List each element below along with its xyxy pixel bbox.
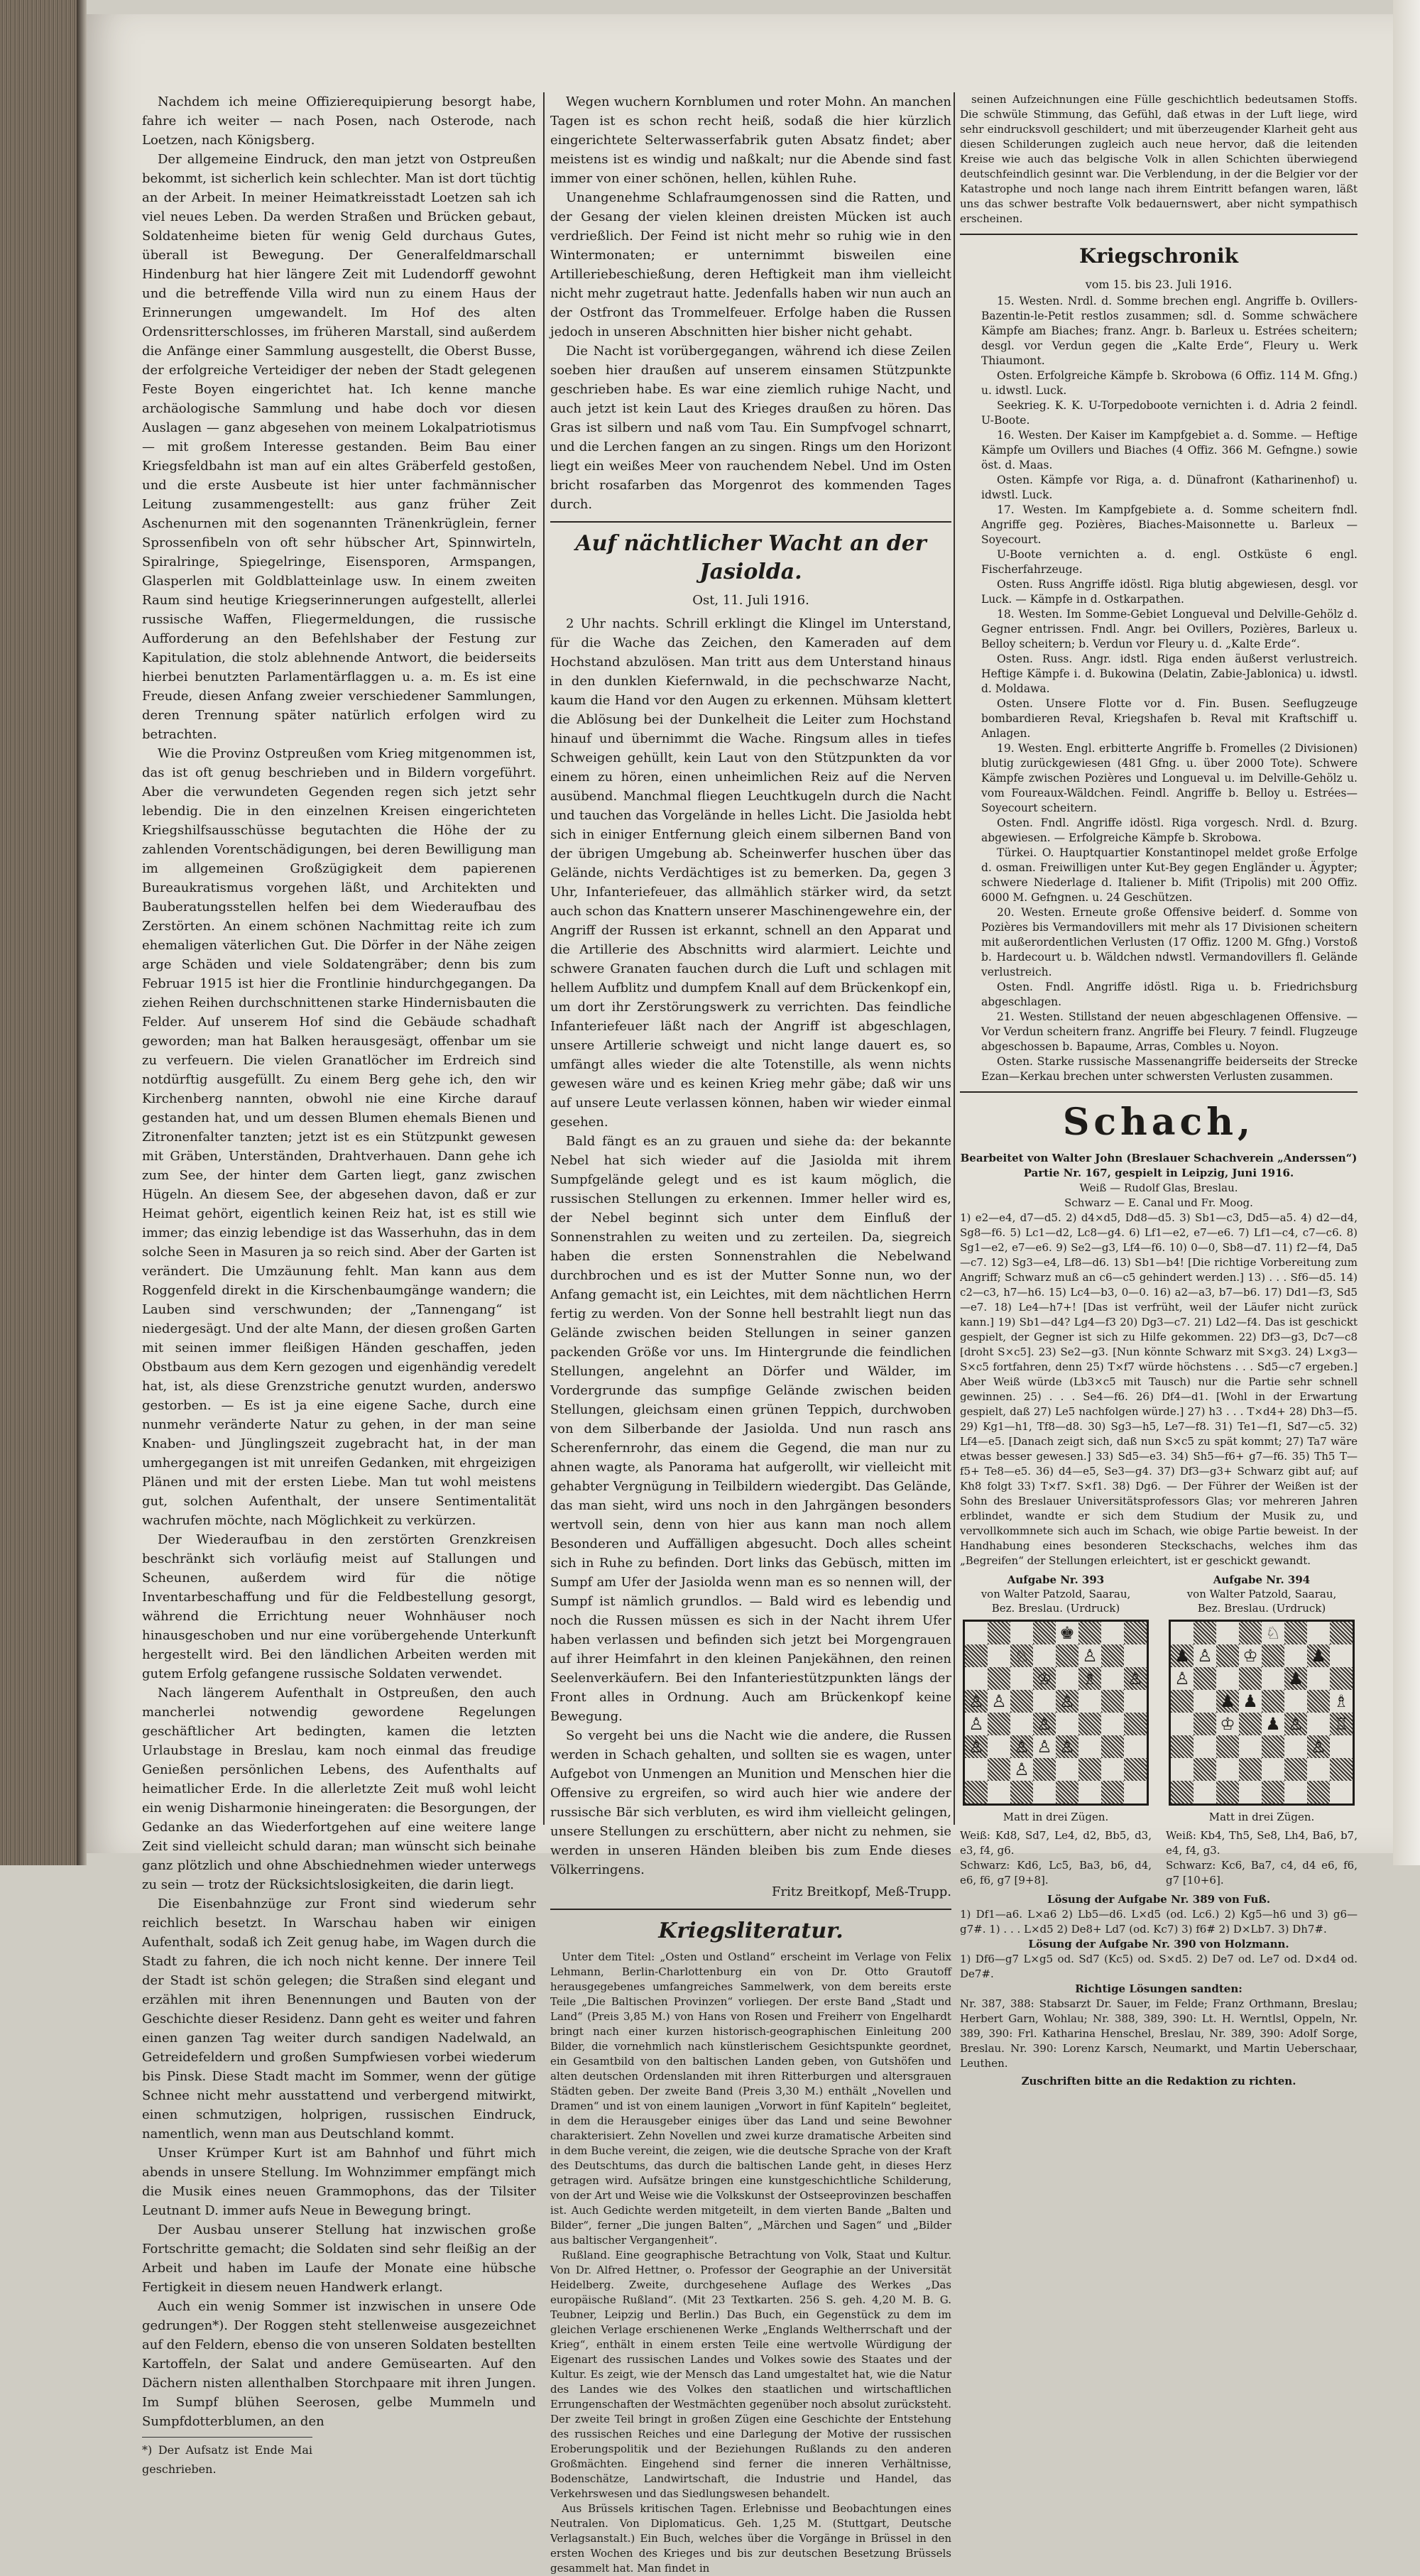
board-square	[1284, 1713, 1307, 1735]
book-binding	[0, 0, 77, 1865]
board-square	[1284, 1735, 1307, 1758]
board-square	[1101, 1667, 1124, 1690]
problem-white: Weiß: Kb4, Th5, Se8, Lh4, Ba6, b7, e4, f4, g3.	[1166, 1829, 1358, 1857]
board-square	[1101, 1758, 1124, 1781]
chess-piece-icon: ♙	[1059, 1737, 1075, 1757]
partie-black: Schwarz — E. Canal und Fr. Moog.	[1064, 1196, 1253, 1209]
chronik-entry: Osten. Fndl. Angriffe idöstl. Riga vorgesch. Nrdl. d. Bzurg. abgewiesen. — Erfolgreiche Kämpfe b. Skrobowa.	[981, 817, 1358, 844]
chess-piece-icon: ♔	[1220, 1714, 1235, 1734]
problem-stipulation: Matt in drei Zügen.	[1208, 1811, 1315, 1823]
chess-piece-icon: ♙	[1014, 1759, 1030, 1779]
board-square	[1010, 1735, 1033, 1758]
board-square	[1307, 1644, 1330, 1667]
article-signature: Fritz Breitkopf, Meß-Trupp.	[771, 1884, 951, 1899]
board-square	[1239, 1644, 1262, 1667]
board-square	[1124, 1644, 1147, 1667]
board-square	[1194, 1690, 1216, 1713]
problem-pieces	[960, 1828, 1358, 1888]
board-square	[1194, 1758, 1216, 1781]
paragraph: Der Wiederaufbau in den zerstörten Grenzkreisen beschränkt sich vorläufig meist auf Stallungen und Scheunen, außerdem wird für die nötige Inventarbeschaffung und für die Feldbestellung gesorgt, während die Errichtung neuer Wohnhäuser noch hinausgeschoben und nur eine vorübergehende Unterkunft hergestellt wird. Bei den ländlichen Arbeiten werden mit gutem Erfolg gefangene russische Soldaten verwendet.	[142, 1532, 536, 1681]
board-square	[1284, 1644, 1307, 1667]
board-square	[1171, 1622, 1194, 1644]
board-square	[1262, 1781, 1284, 1803]
chronik-entry: Osten. Russ Angriffe idöstl. Riga blutig abgewiesen, desgl. vor Luck. — Kämpfe in d. Ostkarpathen.	[981, 578, 1358, 606]
board-square	[1033, 1690, 1056, 1713]
article-continuation	[550, 92, 951, 514]
chronik-entry: Osten. Erfolgreiche Kämpfe b. Skrobowa (6 Offiz. 114 M. Gfng.) u. idwstl. Luck.	[981, 369, 1358, 397]
paragraph: Wie die Provinz Ostpreußen vom Krieg mitgenommen ist, das ist oft genug beschrieben und in Bildern vorgeführt. Aber die verwundeten Gegenden regen sich jetzt sehr lebendig. Die in den einzelnen Kreisen eingerichteten Kriegshilfsausschüsse begutachten die Höhe der zu zahlenden Vorentschädigungen, bei deren Bewilligung man im allgemeinen Großzügigkeit dem papierenen Bureaukratismus vorgehen läßt, und Architekten und Bauberatungsstellen helfen bei dem Wiederaufbau des Zerstörten. An einem schönen Nachmittag reite ich zum ehemaligen väterlichen Gut. Die Dörfer in der Nähe zeigen arge Schäden und viele Soldatengräber; denn bis zum Februar 1915 ist hier die Frontlinie hindurchgegangen. Da ziehen Reihen durchschnittenen starke Hindernisbauten die Felder. Auf unserem Hof sind die Gebäude schadhaft geworden; man hat Balken herausgesägt, offenbar um sie zu verfeuern. Die vielen Granatlöcher im Erdreich sind notdürftig ausgefüllt. Zu einem Berg gehe ich, den wir Kirchenberg nannten, obwohl nie eine Kirche darauf gestanden hat, und um dessen Blumen ehemals Bienen und Zitronenfalter tanzten; jetzt ist es ein Stützpunkt gewesen mit Gräben, Unterständen, Drahtverhauen. Dann gehe ich zum See, der hinter dem Garten liegt, ganz zwischen Hügeln. An diesem See, der abgesehen davon, daß er zur Heimat gehört, eigentlich keinen Reiz hat, ist es still wie immer; das einzig lebendige ist das Wasserhuhn, das in dem solche Seen in Masuren ja so reich sind. Aber der Garten ist verändert. Die Umzäunung fehlt. Man kann aus dem Roggenfeld direkt in die Kirschenbaumgänge wandern; die Lauben sind verschwunden; der „Tannengang“ ist niedergesägt. Und der alte Mann, der diesen großen Garten mit seinen immer fleißigen Händen geschaffen, jeden Obstbaum aus dem Kern gezogen und eigenhändig veredelt hat, ist, als diese Grenzstriche genutzt wurden, anderswo gestorben. — Es ist ja eine eigene Sache, durch eine nunmehr veränderte Natur zu gehen, in der man seine Knaben- und Jünglingszeit zugebracht hat, in der man umhergegangen ist mit unreifen Gedanken, mit ehrgeizigen Plänen und mit der ersten Liebe. Man tut wohl meistens gut, solchen Aufenthalt, der unsere Sentimentalität wachrufen möchte, nach Möglichkeit zu verkürzen.	[142, 746, 536, 1528]
chess-piece-icon: ♙	[1311, 1737, 1326, 1757]
board-square	[1124, 1690, 1147, 1713]
board-square	[1056, 1667, 1078, 1690]
chess-piece-icon: ♖	[1333, 1714, 1349, 1734]
solution-390-title: Lösung der Aufgabe Nr. 390 von Holzmann.	[1028, 1938, 1289, 1950]
chess-piece-icon: ♟	[1220, 1691, 1235, 1711]
board-square	[1194, 1622, 1216, 1644]
board-square	[1171, 1758, 1194, 1781]
footnote: *) Der Aufsatz ist Ende Mai geschrieben.	[142, 2437, 312, 2479]
partie-white: Weiß — Rudolf Glas, Breslau.	[1079, 1181, 1238, 1194]
board-square	[965, 1713, 988, 1735]
chess-piece-icon: ♘	[1265, 1623, 1281, 1643]
solution-389: 1) Df1—a6. L×a6 2) Lb5—d6. L×d5 (od. Lc6.) 2) Kg5—h6 und 3) g6—g7#. 1) . . . L×d5 2) De8+ Ld7 (od. Kc7) 3) f6# 2) D×Lb7. 3) Dh7#.	[960, 1908, 1358, 1936]
board-square	[1171, 1690, 1194, 1713]
board-square	[1171, 1644, 1194, 1667]
problem-title: Aufgabe Nr. 394	[1213, 1573, 1311, 1586]
board-square	[1101, 1781, 1124, 1803]
chronik-entry: Türkei. O. Hauptquartier Konstantinopel meldet große Erfolge d. osman. Freiwilligen unter Kut-Bey gegen Engländer u. Ägypter; schwere Niederlage d. Italiener b. Mifit (Tripolis) mit 200 Offiz. 6000 M. Gefngnen. u. 24 Geschützen.	[981, 846, 1358, 904]
board-square	[1010, 1713, 1033, 1735]
board-square	[1194, 1667, 1216, 1690]
paragraph: seinen Aufzeichnungen eine Fülle geschichtlich bedeutsamen Stoffs. Die schwüle Stimmung, das Gefühl, daß etwas in der Luft liege, wird sehr eindrucksvoll geschildert; und mit überzeugender Klarheit geht aus diesen Schilderungen zugleich auch neue hervor, daß die leitenden Kreise wie auch das belgische Volk in allen Schichten überwiegend deutschfeindlich gesinnt war. Die Verblendung, in der die Belgier vor der Katastrophe und noch lange nach ihrem Eintritt befangen waren, läßt uns das schwer bestrafte Volk bedauernswert, aber nicht sympathisch erscheinen.	[960, 93, 1358, 225]
board-square	[1307, 1622, 1330, 1644]
board-square	[1010, 1758, 1033, 1781]
board-square	[1078, 1644, 1101, 1667]
board-square	[1330, 1690, 1353, 1713]
board-square	[1284, 1690, 1307, 1713]
paragraph: Wegen wuchern Kornblumen und roter Mohn. An manchen Tagen ist es schon recht heiß, sodaß die hier kürzlich eingerichtete Selterwasserfabrik guten Absatz findet; aber meistens ist es windig und naßkalt; nur die Abende sind fast immer von einer schönen, hellen, kühlen Ruhe.	[550, 94, 951, 186]
solution-390: 1) Df6—g7 L×g5 od. Sd7 (Kc5) od. S×d5. 2) De7 od. Le7 od. D×d4 od. De7#.	[960, 1953, 1358, 1980]
board-square	[1307, 1758, 1330, 1781]
chronik-entry: 16. Westen. Der Kaiser im Kampfgebiet a. d. Somme. — Heftige Kämpfe um Ovillers und Biaches (4 Offiz. 366 M. Gefngne.) sowie öst. d. Maas.	[981, 429, 1358, 471]
chronik-entry: Osten. Starke russische Massenangriffe beiderseits der Strecke Ezan—Kerkau brechen unter schwersten Verlusten zusammen.	[981, 1055, 1358, 1083]
problem-black: Schwarz: Kd6, Lc5, Ba3, b6, d4, e6, f6, g7 [9+8].	[960, 1859, 1152, 1887]
board-square	[1307, 1713, 1330, 1735]
board-square	[988, 1644, 1010, 1667]
board-square	[1033, 1667, 1056, 1690]
chronik-entry: 17. Westen. Im Kampfgebiete a. d. Somme scheitern fndl. Angriffe geg. Pozières, Biaches-Maisonnette u. Barleux — Soyecourt.	[981, 503, 1358, 546]
paragraph: Die Nacht ist vorübergegangen, während ich diese Zeilen soeben hier draußen auf unserem einsamen Stützpunkte geschrieben habe. Es war eine ziemlich ruhige Nacht, und auch jetzt ist kein Laut des Krieges draußen zu hören. Das Gras ist silbern und naß vom Tau. Ein Sumpfvogel schnarrt, und die Lerchen fangen an zu singen. Rings um den Horizont liegt ein weißes Meer von rauchendem Nebel. Und im Osten bricht rosafarben das Morgenrot des kommenden Tages durch.	[550, 344, 951, 512]
board-square	[1124, 1781, 1147, 1803]
divider	[550, 521, 951, 523]
problem-394	[1166, 1573, 1358, 1824]
board-square	[1101, 1644, 1124, 1667]
chess-piece-icon: ♙	[1014, 1737, 1030, 1757]
chess-piece-icon: ♙	[1037, 1714, 1052, 1734]
board-square	[1307, 1690, 1330, 1713]
board-square	[1124, 1735, 1147, 1758]
board-square	[1330, 1667, 1353, 1690]
board-square	[988, 1667, 1010, 1690]
divider	[550, 1909, 951, 1910]
chess-problems	[960, 1573, 1358, 1824]
partie-header: Partie Nr. 167, gespielt in Leipzig, Juni 1916.	[1023, 1167, 1294, 1179]
column-rule-1	[543, 92, 545, 1825]
chess-piece-icon: ♟	[1265, 1714, 1281, 1734]
board-square	[1078, 1667, 1101, 1690]
paragraph: Der Ausbau unserer Stellung hat inzwischen große Fortschritte gemacht; die Soldaten sind sehr fleißig an der Arbeit und haben im Laufe der Monate eine hübsche Fertigkeit in diesem neuen Handwerk erlangt.	[142, 2222, 536, 2295]
board-square	[1101, 1622, 1124, 1644]
board-square	[1033, 1644, 1056, 1667]
paragraph: Auch ein wenig Sommer ist inzwischen in unsere Ode gedrungen*). Der Roggen steht stellenweise ausgezeichnet auf den Feldern, ebenso die von unseren Soldaten bestellten Kartoffeln, der Salat und andere Gemüsearten. Auf den Dächern nisten allenthalben Storchpaare mit ihren Jungen. Im Sumpf blühen Seerosen, gelbe Mummeln und Sumpfdotterblumen, an den	[142, 2299, 536, 2429]
board-square	[1171, 1713, 1194, 1735]
board-square	[1330, 1758, 1353, 1781]
board-square	[1330, 1735, 1353, 1758]
chronik-entry: U-Boote vernichten a. d. engl. Ostküste 6 engl. Fischerfahrzeuge.	[981, 548, 1358, 576]
board-square	[1330, 1644, 1353, 1667]
board-square	[1078, 1758, 1101, 1781]
board-square	[1330, 1781, 1353, 1803]
chess-piece-icon: ♟	[1174, 1646, 1190, 1666]
chronik-entry: 15. Westen. Nrdl. d. Somme brechen engl. Angriffe b. Ovillers-Bazentin-le-Petit restlos zusammen; sdl. d. Somme schwächere Kämpfe am Biaches; franz. Angr. b. Barleux u. Estrées scheitern; desgl. vor Verdun gegen die „Kalte Erde“, Fleury u. Werk Thiaumont.	[981, 295, 1358, 367]
article-kriegsliteratur	[550, 1950, 951, 2576]
board-square	[1262, 1713, 1284, 1735]
board-square	[1078, 1781, 1101, 1803]
board-square	[1262, 1667, 1284, 1690]
binding-shadow	[77, 0, 87, 1865]
board-square	[1216, 1781, 1239, 1803]
chronik-entry: Osten. Russ. Angr. idstl. Riga enden äußerst verlustreich. Heftige Kämpfe i. d. Bukowina (Delatin, Zabie-Jablonica) u. idwstl. d. Moldawa.	[981, 653, 1358, 695]
chess-piece-icon: ♙	[1127, 1669, 1143, 1688]
chronik-entry: 18. Westen. Im Somme-Gebiet Longueval und Delville-Gehölz d. Gegner entrissen. Fndl. Angr. bei Ovillers, Pozières, Barleux u. Belloy scheitern; b. Verdun vor Fleury u. d. „Kalte Erde“.	[981, 608, 1358, 650]
board-square	[988, 1622, 1010, 1644]
paragraph: Bald fängt es an zu grauen und siehe da: der bekannte Nebel hat sich wieder auf die Jasiolda mit ihrem Sumpfgelände gelegt und es ist kaum möglich, die russischen Stellungen zu erkennen. Immer heller wird es, der Nebel beginnt sich unter dem Einfluß der Sonnenstrahlen zu weiten und zu zerteilen. Da, siegreich haben die ersten Sonnenstrahlen die Nebelwand durchbrochen und es ist der Mutter Sonne nun, wo der Anfang gemacht ist, ein Leichtes, mit dem nächtlichen Herrn fertig zu werden. Von der Sonne hell bestrahlt liegt nun das Gelände zwischen beiden Stellungen in seiner ganzen packenden Größe vor uns. Im Hintergrunde die feindlichen Stellungen, angelehnt an Dörfer und Wälder, im Vordergrunde das sumpfige Gelände zwischen beiden Stellungen, gleichsam einen grünen Teppich, durchwoben von dem Silberbande der Jasiolda. Und nun rasch ans Scherenfernrohr, das einem die Gegend, die man nur zu ahnen wagte, als Panorama hat aufgerollt, wir vielleicht mit gehabter Vergnügung in Teilbildern wiedergibt. Das Gelände, das man sieht, wird uns noch in den Jahrgängen besonders wertvoll sein, denn von hier aus kann man noch allem Besonderen und Auffälligen abgesucht. Doch alles scheint sich in Ruhe zu befinden. Dort links das Gebüsch, mitten im Sumpf am Ufer der Jasiolda wenn man es so nennen will, der Sumpf ist nämlich grundlos. — Bald wird es lebendig und noch die Russen müssen es sich in der Nacht ihrem Ufer haben verlassen und befinden sich jetzt bei Morgengrauen auf ihrer Heimfahrt in den kleinen Panjekähnen, den reinen Seelenverkäufern. Bei den Infanteriestützpunkten längs der Front alles in Ordnung. Auch am Brückenkopf keine Bewegung.	[550, 1134, 951, 1724]
board-square	[1307, 1667, 1330, 1690]
board-square	[1284, 1622, 1307, 1644]
paragraph: So vergeht bei uns die Nacht wie die andere, die Russen werden in Schach gehalten, und sollten sie es wagen, unter Aufgebot von Unmengen an Munition und Menschen hier die Offensive zu ergreifen, so wird auch hier wie andere der russische Bär sich verbluten, es wird ihm vielleicht gelingen, unsere Stellungen zu erschüttern, aber nicht zu nehmen, sie werden in unseren Händen bleiben bis zum Ende dieses Völkerringens.	[550, 1728, 951, 1877]
article-jasiolda	[550, 614, 951, 1879]
board-square	[1010, 1622, 1033, 1644]
article-title-jasiolda: Auf nächtlicher Wacht an der Jasiolda.	[575, 531, 927, 584]
board-square	[988, 1758, 1010, 1781]
board-square	[965, 1690, 988, 1713]
board-square	[1078, 1713, 1101, 1735]
chess-piece-icon: ♙	[968, 1714, 984, 1734]
chronik-title: Kriegschronik	[1078, 244, 1239, 268]
board-square	[1262, 1622, 1284, 1644]
board-square	[965, 1622, 988, 1644]
schach-editor: Bearbeitet von Walter John (Breslauer Schachverein „Anderssen“)	[960, 1152, 1358, 1164]
chess-piece-icon: ♙	[1059, 1691, 1075, 1711]
problem-author: von Walter Patzold, Saarau,	[981, 1588, 1131, 1600]
board-square	[965, 1781, 988, 1803]
chronik-entry: 21. Westen. Stillstand der neuen abgeschlagenen Offensive. — Vor Verdun scheitern franz. Angriffe bei Fleury. 7 feindl. Flugzeuge abgeschossen b. Bapaume, Arras, Combles u. Noyon.	[981, 1010, 1358, 1053]
problem-source: Bez. Breslau. (Urdruck)	[991, 1602, 1120, 1615]
board-square	[965, 1735, 988, 1758]
board-square	[1033, 1713, 1056, 1735]
board-square	[988, 1781, 1010, 1803]
chronik-list	[960, 294, 1358, 1084]
board-square	[1171, 1735, 1194, 1758]
board-square	[1033, 1758, 1056, 1781]
board-square	[1239, 1758, 1262, 1781]
board-square	[1056, 1781, 1078, 1803]
board-square	[1194, 1644, 1216, 1667]
board-square	[1330, 1622, 1353, 1644]
chronik-entry: Osten. Unsere Flotte vor d. Fin. Busen. Seeflugzeuge bombardieren Reval, Kriegshafen b. Reval mit Kraftschiff u. Anlagen.	[981, 697, 1358, 740]
chess-piece-icon: ♙	[1037, 1737, 1052, 1757]
board-square	[1216, 1622, 1239, 1644]
board-square	[1056, 1622, 1078, 1644]
board-square	[1124, 1622, 1147, 1644]
board-square	[965, 1667, 988, 1690]
board-square	[1056, 1758, 1078, 1781]
board-square	[1056, 1735, 1078, 1758]
paragraph: Unangenehme Schlafraumgenossen sind die Ratten, und der Gesang der vielen kleinen dreisten Mücken ist auch verdrießlich. Der Feind ist nicht mehr so ruhig wie in den Wintermonaten; er unternimmt bisweilen eine Artilleriebeschießung, deren Heftigkeit man ihm vielleicht nicht mehr zugetraut hatte. Jedenfalls haben wir nun auch an der Ostfront das Trommelfeuer. Erfolge haben die Russen jedoch in unseren Abschnitten hier bisher nicht gehabt.	[550, 190, 951, 339]
problem-white: Weiß: Kd8, Sd7, Le4, d2, Bb5, d3, e3, f4, g6.	[960, 1829, 1152, 1857]
paragraph: 2 Uhr nachts. Schrill erklingt die Klingel im Unterstand, für die Wache das Zeichen, den Kameraden auf dem Hochstand abzulösen. Man tritt aus dem Unterstand hinaus in den dunklen Kiefernwald, in die pechschwarze Nacht, kaum die Hand vor den Augen zu erkennen. Mühsam klettert die Ablösung bei der Dunkelheit die Leiter zum Hochstand hinauf und übernimmt die Wache. Ringsum alles in tiefes Schweigen gehüllt, kein Laut von den Stützpunkten da vor einem zu hören, einen unheimlichen Reiz auf die Nerven ausübend. Manchmal fliegen Leuchtkugeln durch die Nacht und tauchen das Vorgelände in helles Licht. Die Jasiolda hebt sich in einiger Entfernung gleich einem silbernen Band von der übrigen Umgebung ab. Scheinwerfer huschen über das Gelände, nichts Verdächtiges ist zu bemerken. Da, gegen 3 Uhr, Infanteriefeuer, das allmählich stärker wird, da setzt auch schon das Knattern unserer Maschinengewehre ein, der Angriff der Russen ist erkannt, schnell an den Apparat und die Artillerie des Abschnitts wird alarmiert. Leichte und schwere Granaten fauchen durch die Luft und schlagen mit hellem Aufblitz und dumpfem Knall auf dem Brückenkopf ein, um dort ihr Zerstörungswerk zu verrichten. Das feindliche Infanteriefeuer läßt nach der Angriff ist abgeschlagen, unsere Artillerie schweigt und nicht lange dauert es, so umfängt alles wieder die alte Totenstille, als wenn nichts gewesen wäre und es keinen Krieg mehr gäbe; daß wir uns auf unsere Leute verlassen können, haben wir wieder einmal gesehen.	[550, 616, 951, 1130]
chess-piece-icon: ♗	[1082, 1669, 1098, 1688]
chess-piece-icon: ♙	[991, 1691, 1007, 1711]
solution-389-title: Lösung der Aufgabe Nr. 389 von Fuß.	[1047, 1893, 1271, 1906]
board-square	[1101, 1713, 1124, 1735]
problem-black: Schwarz: Kc6, Ba7, c4, d4 e6, f6, g7 [10+6].	[1166, 1859, 1358, 1887]
board-square	[1239, 1735, 1262, 1758]
article-ostpreussen	[142, 92, 536, 2431]
problem-stipulation: Matt in drei Zügen.	[1003, 1811, 1109, 1823]
chronik-subtitle: vom 15. bis 23. Juli 1916.	[1085, 278, 1233, 291]
board-square	[1239, 1667, 1262, 1690]
board-square	[1216, 1735, 1239, 1758]
paragraph: Nach längerem Aufenthalt in Ostpreußen, den auch mancherlei notwendig gewordene Regelungen geschäftlicher Art bedingten, kamen die letzten Urlaubstage in Breslau, kam noch einmal das freudige Genießen persönlichen Lebens, des Aufenthalts auf heimatlicher Erde. In die allerletzte Zeit muß wohl leicht ein wenig Disharmonie hineingeraten: die Besorgungen, der Gedanke an das Wiederfortgehen auf eine weitere lange Zeit sind vielleicht schuld daran; man wünscht sich beinahe ganz plötzlich und ohne Abschiednehmen wieder unterwegs zu sein — trotz der Rücksichtslosigkeiten, die darin liegt.	[142, 1686, 536, 1892]
partie-moves: 1) e2—e4, d7—d5. 2) d4×d5, Dd8—d5. 3) Sb1—c3, Dd5—a5. 4) d2—d4, Sg8—f6. 5) Lc1—d2, Lc8—g4. 6) Lf1—e2, e7—e6. 7) Lf1—c4, c7—c6. 8) Sg1—e2, e7—e6. 9) Se2—g3, Lf4—f6. 10) 0—0, Sb8—d7. 11) f2—f4, Da5—c7. 12) Sg3—e4, Lf8—d6. 13) Sb1—b4! [Die richtige Vorbereitung zum Angriff; Schwarz muß an c6—c5 gehindert werden.] 13) . . . Sf6—d5. 14) c2—c3, h7—h6. 15) Lc4—b3, 0—0. 16) a2—a3, b7—b6. 17) Dd1—f3, Sd5—e7. 18) Le4—h7+! [Das ist verfrüht, weil der Läufer nicht zurück kann.] 19) Sb1—d4? Lg4—f3 20) Dg3—c7. 21) Ld2—f4. Das ist geschickt gespielt, der Gegner ist sich zu Hilfe gekommen. 22) Df3—g3, Dc7—c8 [droht S×c5]. 23) Se2—g3. [Nun könnte Schwarz mit S×g3. 24) L×g3—S×c5 fortfahren, denn 25) T×f7 würde höchstens . . . Sd5—c7 ergeben.] Aber Weiß würde (Lb3×c5 mit Tausch) nur die Partie sehr schnell gewinnen. 25) . . . Se4—f6. 26) Df4—d1. [Wohl in der Erwartung gespielt, daß 27) Le5 nachfolgen würde.] 27) h3 . . . T×d4+ 28) Dh3—f5. 29) Kg1—h1, Tf8—d8. 30) Sg3—h5, Le7—f8. 31) Te1—f1, Sd7—c5. 32) Lf4—e5. [Danach zeigt sich, daß nun S×c5 zu spät kommt; 27) Ta7 wäre etwas besser gewesen.] 33) Sd5—e3. 34) Sh5—f6+ g7—f6. 35) Th5 T—f5+ Te8—e5. 36) d4—e5, Se3—g4. 37) Df3—g3+ Schwarz gibt auf; auf Kh8 folgt 33) T×f7. S×f1. 38) Dg6. — Der Führer der Weißen ist der Sohn des Breslauer Universitätsprofessors Glas; vor mehreren Jahren erblindet, wandte er sich dem Studium der Musik zu, und vervollkommnete sich auch im Schach, wie obige Partie beweist. In der Handhabung eines besonderen Steckschachs, welches ihm das „Begreifen“ der Stellungen erleichtert, ist er geschickt gewandt.	[960, 1211, 1358, 1567]
chess-piece-icon: ♙	[968, 1737, 984, 1757]
board-square	[1124, 1667, 1147, 1690]
chess-piece-icon: ♟	[1311, 1646, 1326, 1666]
board-square	[1033, 1622, 1056, 1644]
board-square	[1262, 1735, 1284, 1758]
chess-piece-icon: ♟	[1242, 1691, 1258, 1711]
divider	[960, 1091, 1358, 1093]
problem-source: Bez. Breslau. (Urdruck)	[1197, 1602, 1326, 1615]
board-square	[1101, 1690, 1124, 1713]
chess-piece-icon: ♔	[1242, 1646, 1258, 1666]
correct-solutions: Nr. 387, 388: Stabsarzt Dr. Sauer, im Felde; Franz Orthmann, Breslau; Herbert Garn, Wohlau; Nr. 388, 389, 390: Lt. H. Werntlsl, Oppeln, Nr. 389, 390: Frl. Katharina Henschel, Breslau, Nr. 389, 390: Adolf Sorge, Breslau. Nr. 390: Lorenz Karsch, Neumarkt, und Martin Ueberschaar, Leuthen.	[960, 1997, 1358, 2070]
chess-board	[1169, 1620, 1355, 1806]
chess-board	[963, 1620, 1149, 1806]
chronik-entry: Seekrieg. K. K. U-Torpedoboote vernichten i. d. Adria 2 feindl. U-Boote.	[981, 399, 1358, 427]
article-continuation-right	[960, 92, 1358, 227]
board-square	[1194, 1735, 1216, 1758]
board-square	[1010, 1667, 1033, 1690]
problem-393	[960, 1573, 1152, 1824]
board-square	[1056, 1644, 1078, 1667]
chess-piece-icon: ♟	[1288, 1669, 1304, 1688]
board-square	[1307, 1781, 1330, 1803]
chess-piece-icon: ♙	[1174, 1669, 1190, 1688]
column-rule-2	[954, 92, 955, 1825]
board-square	[965, 1644, 988, 1667]
board-square	[1124, 1713, 1147, 1735]
chronik-entry: Osten. Kämpfe vor Riga, a. d. Dünafront (Katharinenhof) u. idwstl. Luck.	[981, 474, 1358, 501]
board-square	[1101, 1735, 1124, 1758]
problem-author: von Walter Patzold, Saarau,	[1186, 1588, 1337, 1600]
column-1	[142, 92, 536, 2476]
board-square	[1216, 1690, 1239, 1713]
divider	[960, 234, 1358, 235]
column-2	[550, 92, 951, 2575]
chronik-entry: 20. Westen. Erneute große Offensive beiderf. d. Somme von Pozières bis Vermandovillers mit mehr als 17 Divisionen scheitern mit außerordentlichen Verlusten (17 Offiz. 1200 M. Gfng.) Vorstoß b. Hardecourt u. b. Wäldchen ndwstl. Vermandovillers fl. Gelände verlustreich.	[981, 906, 1358, 978]
board-square	[1033, 1781, 1056, 1803]
paragraph: Unser Krümper Kurt ist am Bahnhof und führt mich abends in unsere Stellung. Im Wohnzimmer empfängt mich die Musik eines neuen Grammophons, das der Tilsiter Leutnant D. immer aufs Neue in Bewegung bringt.	[142, 2146, 536, 2218]
article-dateline: Ost, 11. Juli 1916.	[692, 593, 809, 608]
board-square	[965, 1758, 988, 1781]
chess-piece-icon: ♘	[1014, 1646, 1030, 1666]
board-square	[1284, 1781, 1307, 1803]
paragraph: Unter dem Titel: „Osten und Ostland“ erscheint im Verlage von Felix Lehmann, Berlin-Charlottenburg ein von Dr. Otto Grautoff herausgegebenes umfangreiches Sammelwerk, von dem bereits erste Teile „Die Baltischen Provinzen“ vorliegen. Der erste Band „Stadt und Land“ (Preis 3,85 M.) von Hans von Rosen und Freiherr von Engelhardt bringt nach einer kurzen historisch-geographischen Einleitung 200 Bilder, die vornehmlich nach künstlerischem Gesichtspunkte geordnet, ein Gesamtbild von den baltischen Landen geben, von Gutshöfen und alten deutschen Ordenslanden mit ihren Ritterburgen und altersgrauen Städten geben. Der zweite Band (Preis 3,30 M.) enthält „Novellen und Dramen“ und ist von einem launigen „Vorwort in fünf Kapiteln“ begleitet, in dem die Herausgeber einiges über das Land und seine Bewohner charakterisiert. Zehn Novellen und zwei kurze dramatische Arbeiten sind in dem Buche vereint, die zeigen, wie die deutsche Sprache von der Kraft des Deutschtums, das durch die baltischen Lande geht, in dieses Herz getragen wird. Aufsätze bringen eine kunstgeschichtliche Schilderung, von der Art und Weise wie die Volkskunst der Ostseeprovinzen beschaffen ist. Auch Gedichte werden mitgeteilt, in dem vierten Bande „Balten und Bilder“, ferner „Die jungen Balten“, „Märchen und Sagen“ und „Bilder aus baltischer Vergangenheit“.	[550, 1950, 951, 2247]
board-square	[1171, 1781, 1194, 1803]
board-square	[1010, 1690, 1033, 1713]
board-square	[988, 1735, 1010, 1758]
chronik-entry: Osten. Fndl. Angriffe idöstl. Riga u. b. Friedrichsburg abgeschlagen.	[981, 981, 1358, 1008]
board-square	[1216, 1758, 1239, 1781]
board-square	[1216, 1713, 1239, 1735]
board-square	[1124, 1758, 1147, 1781]
chronik-entry: 19. Westen. Engl. erbitterte Angriffe b. Fromelles (2 Divisionen) blutig zurückgewiesen (481 Gfng. u. über 2000 Tote). Schwere Kämpfe zwischen Pozières und Longueval u. im Delville-Gehölz u. vom Foureaux-Wäldchen. Feindl. Angriffe b. Belloy u. Estrées—Soyecourt scheitern.	[981, 742, 1358, 814]
paragraph: Der allgemeine Eindruck, den man jetzt von Ostpreußen bekommt, ist sicherlich kein schlechter. Man ist dort tüchtig an der Arbeit. In meiner Heimatkreisstadt Loetzen sah ich viel neues Leben. Da werden Straßen und Brücken gebaut, Soldatenheime bieten für wenig Geld durchaus Gutes, überall ist Bewegung. Der Generalfeldmarschall Hindenburg hat hier längere Zeit mit Ludendorff gewohnt und die betreffende Villa wird nun zu einem Haus der Erinnerungen umgewandelt. Im Hof des alten Ordensritterschlosses, im früheren Marstall, sind außerdem die Anfänge einer Sammlung ausgestellt, die Oberst Busse, der erfolgreiche Verteidiger der neben der Stadt gelegenen Feste Boyen eingerichtet hat. Ich kenne manche archäologische Sammlung und habe doch vor diesen Auslagen — ganz abgesehen von meinem Lokalpatriotismus — mit großem Interesse gestanden. Beim Bau einer Kriegsfeldbahn ist man auf ein altes Gräberfeld gestoßen, und die erste Ausbeute ist hier unter fachmännischer Leitung zusammengestellt: aus ganz früher Zeit Aschenurnen mit den sogenannten Tränenkrüglein, ferner Sprossenfibeln von oft sehr hübscher Art, Spinnwirteln, Spiralringe, Spiegelringe, Eisensporen, Armspangen, Glasperlen mit Goldblatteinlage usw. In einem zweiten Raum sind heutige Kriegserinnerungen aufgestellt, allerlei russische Waffen, Fliegermeldungen, die russische Aufforderung an den Befehlshaber der Festung zur Kapitulation, die stolz ablehnende Antwort, die beiderseits hierbei benutzten Parlamentärflaggen u. a. m. Es ist eine Freude, diesen Anfang zweier verschiedener Sammlungen, deren Trennung später natürlich erfolgen wird zu betrachten.	[142, 152, 536, 742]
board-square	[1262, 1644, 1284, 1667]
board-square	[1078, 1622, 1101, 1644]
board-square	[1010, 1644, 1033, 1667]
board-square	[988, 1690, 1010, 1713]
board-square	[1239, 1622, 1262, 1644]
board-square	[1010, 1781, 1033, 1803]
article-title-kriegsliteratur: Kriegsliteratur.	[658, 1919, 843, 1943]
board-square	[1056, 1690, 1078, 1713]
board-square	[1284, 1667, 1307, 1690]
board-square	[1262, 1690, 1284, 1713]
problem-title: Aufgabe Nr. 393	[1007, 1573, 1105, 1586]
column-3	[960, 92, 1358, 2087]
chess-piece-icon: ♗	[1333, 1691, 1349, 1711]
chess-piece-icon: ♙	[1082, 1646, 1098, 1666]
paragraph: Rußland. Eine geographische Betrachtung von Volk, Staat und Kultur. Von Dr. Alfred Hettner, o. Professor der Geographie an der Universität Heidelberg. Zweite, durchgesehene Auflage des Werkes „Das europäische Rußland“. (Mit 23 Textkarten. 256 S. geh. 4,20 M. B. G. Teubner, Leipzig und Berlin.) Das Buch, ein Gegenstück zu dem im gleichen Verlage erschienenen Werke „Englands Weltherrschaft und der Krieg“, enthält in einem ersten Teile eine wertvolle Würdigung der Eigenart des russischen Landes und Volkes sowie des Staates und der Kultur. Es zeigt, wie der Mensch das Land umgestaltet hat, wie die Natur des Landes wie des Volkes den staatlichen und wirtschaftlichen Errungenschaften der Westmächten gegenüber noch absolut zurücksteht. Der zweite Teil bringt in großen Zügen eine Geschichte der Entstehung des russischen Reiches und eine Darlegung der Motive der russischen Eroberungspolitik und der Beziehungen Rußlands zu den anderen Großmächten. Eingehend sind ferner die inneren Verhältnisse, Bodenschätze, Landwirtschaft, die Industrie und Handel, das Verkehrswesen und das Siedlungswesen behandelt.	[550, 2249, 951, 2500]
chess-piece-icon: ♙	[968, 1691, 984, 1711]
board-square	[1239, 1690, 1262, 1713]
adjacent-page-edge	[1393, 0, 1420, 1865]
board-square	[1056, 1713, 1078, 1735]
board-square	[1307, 1735, 1330, 1758]
paragraph: Nachdem ich meine Offizierequipierung besorgt habe, fahre ich weiter — nach Posen, nach Osterode, nach Loetzen, nach Königsberg.	[142, 94, 536, 148]
board-square	[1171, 1667, 1194, 1690]
chess-piece-icon: ♙	[1288, 1714, 1304, 1734]
board-square	[1262, 1758, 1284, 1781]
board-square	[1216, 1644, 1239, 1667]
schach-title: Schach,	[1062, 1101, 1255, 1144]
board-square	[1284, 1758, 1307, 1781]
paragraph: Die Eisenbahnzüge zur Front sind wiederum sehr reichlich besetzt. In Warschau haben wir einigen Aufenthalt, sodaß ich Zeit genug habe, im Wagen durch die Stadt zu fahren, die ich noch nicht kenne. Der innere Teil der Stadt ist schön gelegen; die Straßen sind elegant und erzählen mit ihren Benennungen und Bauten von der Geschichte dieser Residenz. Dann geht es weiter und fahren einen ganzen Tag weiter durch sandigen Nadelwald, an Getreidefeldern und großen Sumpfwiesen vorbei wiederum bis Pinsk. Diese Stadt macht im Sommer, wenn der gütige Schnee nicht mehr ausstattend und verbergend mitwirkt, einen schmutzigen, holprigen, russischen Eindruck, namentlich, wenn man aus Deutschland kommt.	[142, 1896, 536, 2141]
board-square	[1194, 1713, 1216, 1735]
board-square	[1078, 1735, 1101, 1758]
board-square	[1078, 1690, 1101, 1713]
board-square	[1216, 1667, 1239, 1690]
board-square	[1194, 1781, 1216, 1803]
board-square	[988, 1713, 1010, 1735]
correct-solutions-title: Richtige Lösungen sandten:	[1075, 1982, 1242, 1995]
board-square	[1239, 1781, 1262, 1803]
board-square	[1033, 1735, 1056, 1758]
board-square	[1239, 1713, 1262, 1735]
chess-piece-icon: ♔	[1037, 1669, 1052, 1688]
board-square	[1330, 1713, 1353, 1735]
chess-piece-icon: ♙	[1197, 1646, 1213, 1666]
paragraph: Aus Brüssels kritischen Tagen. Erlebnisse und Beobachtungen eines Neutralen. Von Diplomaticus. Geh. 1,25 M. (Stuttgart, Deutsche Verlagsanstalt.) Ein Buch, welches über die Vorgänge in Brüssel in den ersten Wochen des Krieges und bis zur deutschen Besetzung Brüssels gesammelt hat. Man findet in	[550, 2502, 951, 2575]
chess-piece-icon: ♚	[1059, 1623, 1075, 1643]
closing-note: Zuschriften bitte an die Redaktion zu richten.	[1021, 2075, 1296, 2087]
